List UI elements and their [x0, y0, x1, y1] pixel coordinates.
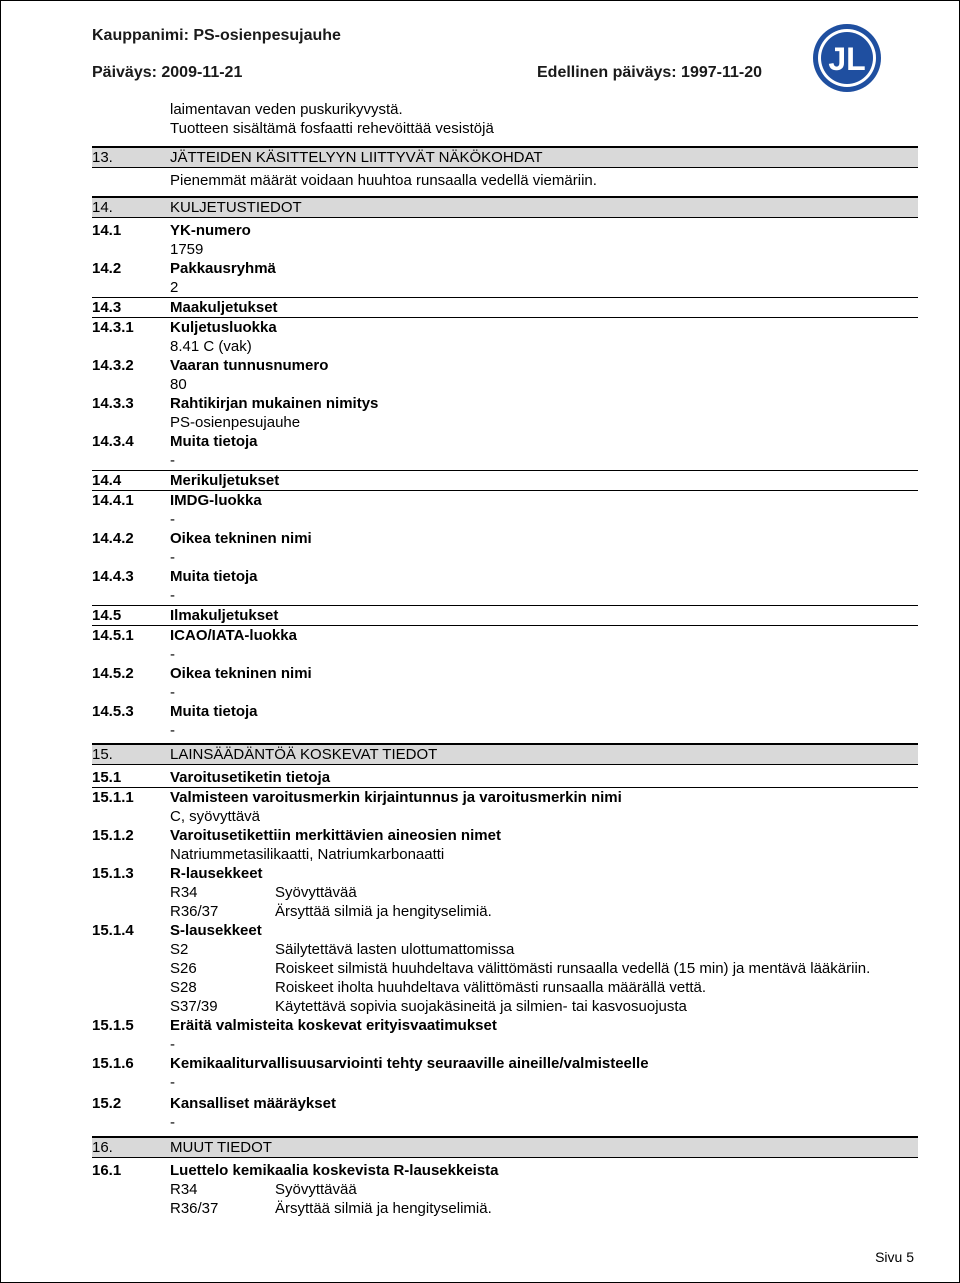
field-value: -: [170, 1036, 175, 1053]
field-value: -: [170, 684, 175, 701]
field-row: 15.1.6 Kemikaaliturvallisuusarviointi tehty seuraaville aineille/valmisteelle: [92, 1055, 649, 1072]
field-row: 14.3.2 Vaaran tunnusnumero: [92, 357, 329, 374]
field-value: 80: [170, 376, 187, 393]
section-16-header: 16. MUUT TIEDOT: [92, 1136, 918, 1158]
phrase-row: S2 Säilytettävä lasten ulottumattomissa: [170, 941, 515, 958]
field-row: 14.5.3 Muita tietoja: [92, 703, 258, 720]
company-logo: [811, 22, 883, 94]
field-row: 15.1.3 R-lausekkeet: [92, 865, 263, 882]
phrase-row: R34 Syövyttävää: [170, 1181, 357, 1198]
field-row: 14.4.3 Muita tietoja: [92, 568, 258, 585]
subsection-header: 14.5 Ilmakuljetukset: [92, 605, 918, 626]
field-row: 15.1.2 Varoitusetikettiin merkittävien aineosien nimet: [92, 827, 501, 844]
field-row: 14.5.1 ICAO/IATA-luokka: [92, 627, 297, 644]
field-value: 1759: [170, 241, 204, 258]
field-value: 8.41 C (vak): [170, 338, 252, 355]
field-row: 14.5.2 Oikea tekninen nimi: [92, 665, 312, 682]
phrase-row: R36/37 Ärsyttää silmiä ja hengityselimiä.: [170, 1200, 492, 1217]
subsection-header: 14.4 Merikuljetukset: [92, 470, 918, 491]
field-value: -: [170, 587, 175, 604]
field-value: -: [170, 722, 175, 739]
field-row: 14.4.2 Oikea tekninen nimi: [92, 530, 312, 547]
disposal-text: Pienemmät määrät voidaan huuhtoa runsaalla vedellä viemäriin.: [170, 172, 597, 189]
section-15-header: 15. LAINSÄÄDÄNTÖÄ KOSKEVAT TIEDOT: [92, 743, 918, 765]
field-row: 14.1 YK-numero: [92, 222, 251, 239]
phrase-row: R36/37 Ärsyttää silmiä ja hengityselimiä.: [170, 903, 492, 920]
section-14-header: 14. KULJETUSTIEDOT: [92, 196, 918, 218]
product-name: Kauppanimi: PS-osienpesujauhe: [92, 27, 341, 44]
field-value: C, syövyttävä: [170, 808, 261, 825]
field-row: 14.3.1 Kuljetusluokka: [92, 319, 277, 336]
field-value: -: [170, 549, 175, 566]
date: Päiväys: 2009-11-21: [92, 64, 243, 81]
field-row: 15.1.5 Eräitä valmisteita koskevat erityisvaatimukset: [92, 1017, 497, 1034]
page-number: Sivu 5: [875, 1249, 914, 1265]
svg-text:JL: JL: [828, 41, 866, 77]
document-body: [92, 100, 918, 1218]
phrase-row: S37/39 Käytettävä sopivia suojakäsineitä ja silmien- tai kasvosuojusta: [170, 998, 687, 1015]
field-value: -: [170, 646, 175, 663]
field-row: 14.3.4 Muita tietoja: [92, 433, 258, 450]
section-13-header: 13. JÄTTEIDEN KÄSITTELYYN LIITTYVÄT NÄKÖKOHDAT: [92, 146, 918, 168]
field-row: 14.3.3 Rahtikirjan mukainen nimitys: [92, 395, 379, 412]
phrase-row: R34 Syövyttävää: [170, 884, 357, 901]
field-value: -: [170, 1074, 175, 1091]
phrase-row: S28 Roiskeet iholta huuhdeltava välittömästi runsaalla määrällä vettä.: [170, 979, 707, 996]
field-row: 14.2 Pakkausryhmä: [92, 260, 276, 277]
intro-line: laimentavan veden puskurikyvystä.: [170, 101, 403, 118]
field-row: 15.1.1 Valmisteen varoitusmerkin kirjaintunnus ja varoitusmerkin nimi: [92, 789, 622, 806]
previous-date: Edellinen päiväys: 1997-11-20: [537, 64, 763, 81]
field-row: 14.4.1 IMDG-luokka: [92, 492, 262, 509]
subsection-header: 14.3 Maakuljetukset: [92, 297, 918, 318]
phrase-row: S26 Roiskeet silmistä huuhdeltava välittömästi runsaalla vedellä (15 min) ja mentävä lääkäriin.: [170, 960, 871, 977]
field-row: 16.1 Luettelo kemikaalia koskevista R-lausekkeista: [92, 1162, 499, 1179]
field-value: PS-osienpesujauhe: [170, 414, 301, 431]
field-value: -: [170, 511, 175, 528]
intro-line: Tuotteen sisältämä fosfaatti rehevöittää vesistöjä: [170, 120, 494, 137]
field-row: 15.2 Kansalliset määräykset: [92, 1095, 336, 1112]
field-row: 15.1.4 S-lausekkeet: [92, 922, 262, 939]
field-value: 2: [170, 279, 179, 296]
field-value: -: [170, 1114, 175, 1131]
subsection-header: 15.1 Varoitusetiketin tietoja: [92, 768, 918, 788]
field-value: -: [170, 452, 175, 469]
field-value: Natriummetasilikaatti, Natriumkarbonaatti: [170, 846, 445, 863]
